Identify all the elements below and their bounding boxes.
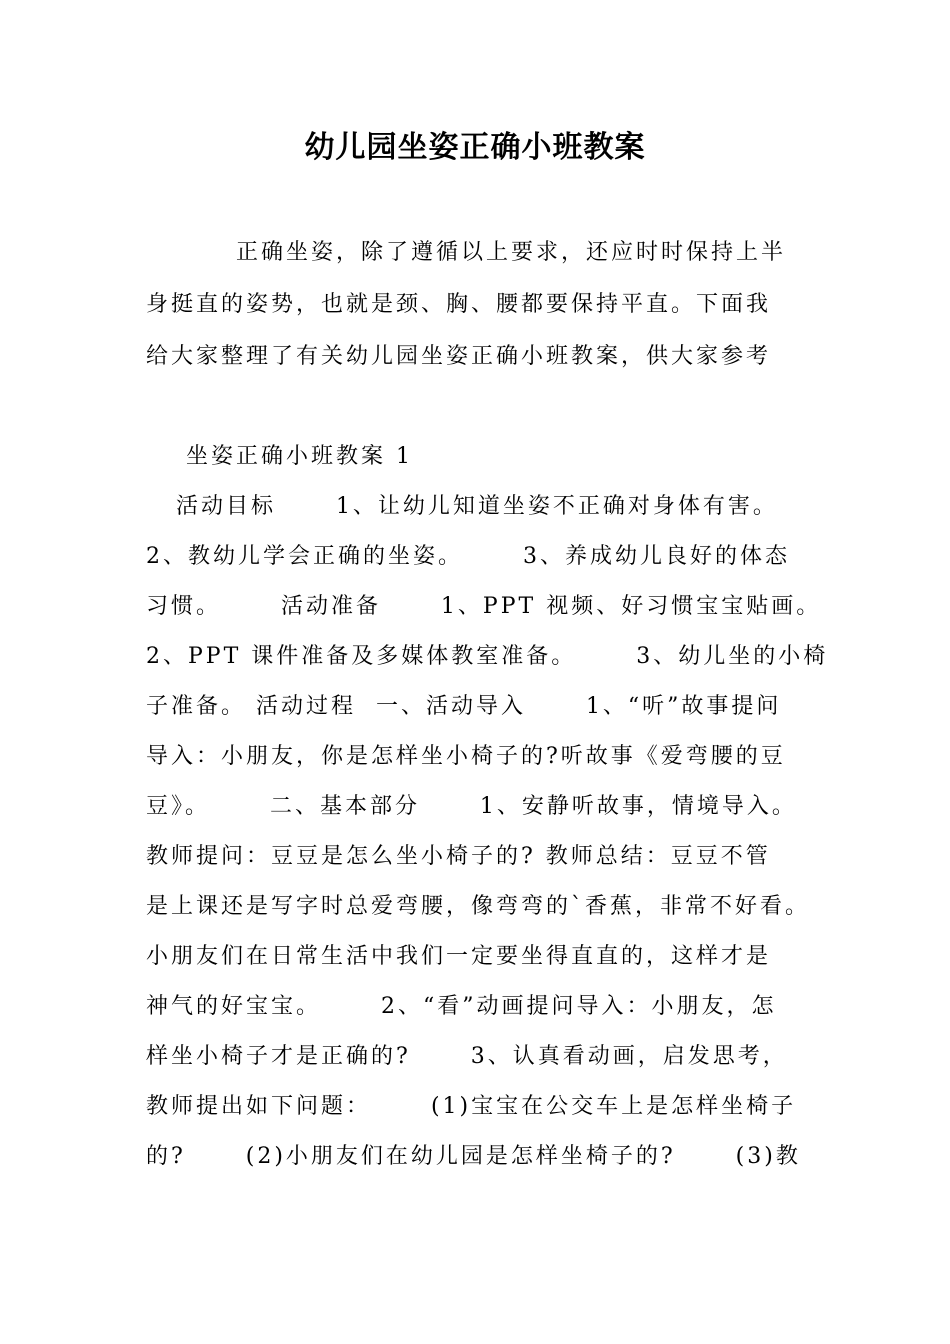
document-title: 幼儿园坐姿正确小班教案 — [304, 130, 646, 165]
body-line: 样坐小椅子才是正确的? 3、认真看动画，启发思考， — [146, 1044, 788, 1069]
body-line: 小朋友们在日常生活中我们一定要坐得直直的，这样才是 — [146, 944, 772, 969]
body-line: 2、PPT 课件准备及多媒体教室准备。 3、幼儿坐的小椅 — [146, 644, 829, 669]
section-heading: 坐姿正确小班教案 1 — [146, 444, 413, 469]
body-line: 教师提问：豆豆是怎么坐小椅子的? 教师总结：豆豆不管 — [146, 844, 771, 869]
intro-line-1: 正确坐姿，除了遵循以上要求，还应时时保持上半 — [146, 240, 786, 265]
body-line: 神气的好宝宝。 2、“看”动画提问导入：小朋友，怎 — [146, 994, 777, 1019]
intro-line-2: 身挺直的姿势，也就是颈、胸、腰都要保持平直。下面我 — [146, 292, 772, 317]
body-line: 导入：小朋友，你是怎样坐小椅子的?听故事《爱弯腰的豆 — [146, 744, 786, 769]
intro-line-3: 给大家整理了有关幼儿园坐姿正确小班教案，供大家参考 — [146, 344, 772, 369]
body-line: 习惯。 活动准备 1、PPT 视频、好习惯宝宝贴画。 — [146, 594, 822, 619]
body-line: 教师提出如下问题： (1)宝宝在公交车上是怎样坐椅子 — [146, 1094, 797, 1119]
body-line: 子准备。 活动过程 一、活动导入 1、“听”故事提问 — [146, 694, 782, 719]
body-line: 的? (2)小朋友们在幼儿园是怎样坐椅子的? (3)教 — [146, 1144, 801, 1169]
body-line: 2、教幼儿学会正确的坐姿。 3、养成幼儿良好的体态 — [146, 544, 790, 569]
body-line: 是上课还是写字时总爱弯腰，像弯弯的`香蕉，非常不好看。 — [146, 894, 811, 919]
body-line: 活动目标 1、让幼儿知道坐姿不正确对身体有害。 — [146, 494, 778, 519]
body-line: 豆》。 二、基本部分 1、安静听故事，情境导入。 — [146, 794, 797, 819]
